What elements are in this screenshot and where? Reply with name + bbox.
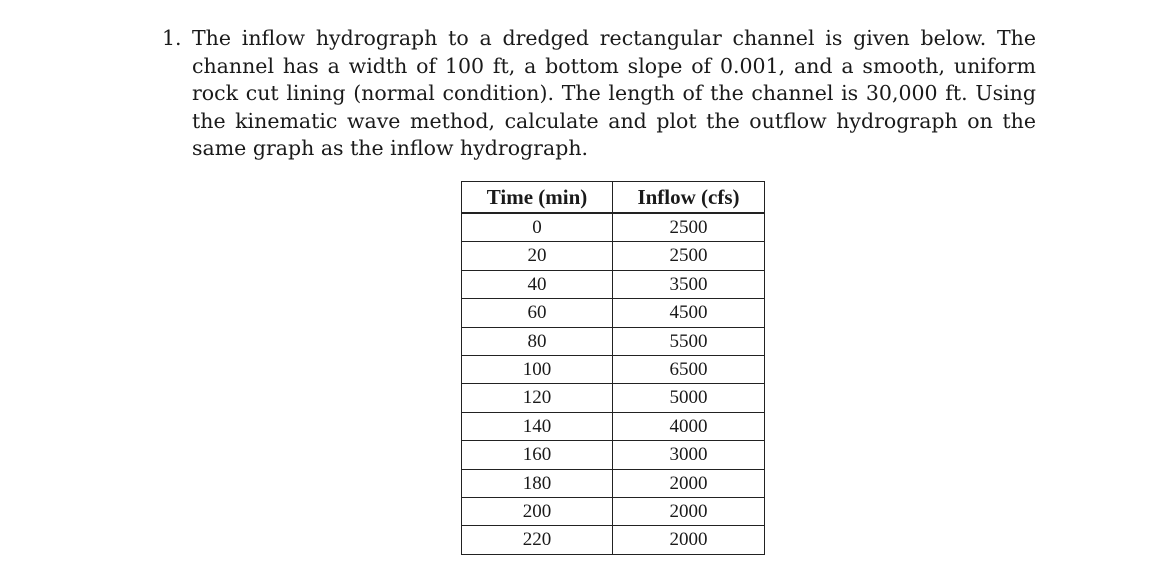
table-row	[462, 213, 765, 242]
time-cell: 80	[462, 327, 613, 355]
inflow-table-container	[461, 181, 765, 555]
time-cell: 120	[462, 384, 613, 412]
time-cell: 100	[462, 356, 613, 384]
table-row	[462, 242, 765, 270]
time-cell: 200	[462, 498, 613, 526]
table-row	[462, 412, 765, 440]
header-time: Time (min)	[462, 182, 613, 214]
table-row	[462, 356, 765, 384]
inflow-cell: 5500	[613, 327, 765, 355]
inflow-cell: 2500	[613, 242, 765, 270]
table-row	[462, 384, 765, 412]
inflow-cell: 2000	[613, 526, 765, 554]
table-row	[462, 526, 765, 554]
inflow-cell: 2000	[613, 469, 765, 497]
problem-statement	[162, 25, 1036, 163]
table-row	[462, 469, 765, 497]
table-header-row	[462, 182, 765, 214]
table-row	[462, 299, 765, 327]
time-cell: 40	[462, 270, 613, 298]
table-row	[462, 270, 765, 298]
time-cell: 20	[462, 242, 613, 270]
problem-number: 1.	[162, 26, 182, 50]
inflow-cell: 6500	[613, 356, 765, 384]
inflow-hydrograph-table	[461, 181, 765, 555]
table-row	[462, 441, 765, 469]
time-cell: 180	[462, 469, 613, 497]
inflow-cell: 2500	[613, 213, 765, 242]
inflow-cell: 3000	[613, 441, 765, 469]
inflow-cell: 4000	[613, 412, 765, 440]
inflow-cell: 2000	[613, 498, 765, 526]
inflow-cell: 3500	[613, 270, 765, 298]
time-cell: 160	[462, 441, 613, 469]
table-row	[462, 327, 765, 355]
time-cell: 140	[462, 412, 613, 440]
table-row	[462, 498, 765, 526]
time-cell: 60	[462, 299, 613, 327]
inflow-cell: 4500	[613, 299, 765, 327]
time-cell: 220	[462, 526, 613, 554]
problem-text: The inflow hydrograph to a dredged rectangular channel is given below. The channel has a width of 100 ft, a bottom slope of 0.001, and a smooth, uniform rock cut lining (normal condition). The length of the channel is 30,000 ft. Using the kinematic wave method, calculate and plot the outflow hydrograph on the same graph as the inflow hydrograph.	[192, 26, 1036, 160]
inflow-cell: 5000	[613, 384, 765, 412]
time-cell: 0	[462, 213, 613, 242]
header-inflow: Inflow (cfs)	[613, 182, 765, 214]
